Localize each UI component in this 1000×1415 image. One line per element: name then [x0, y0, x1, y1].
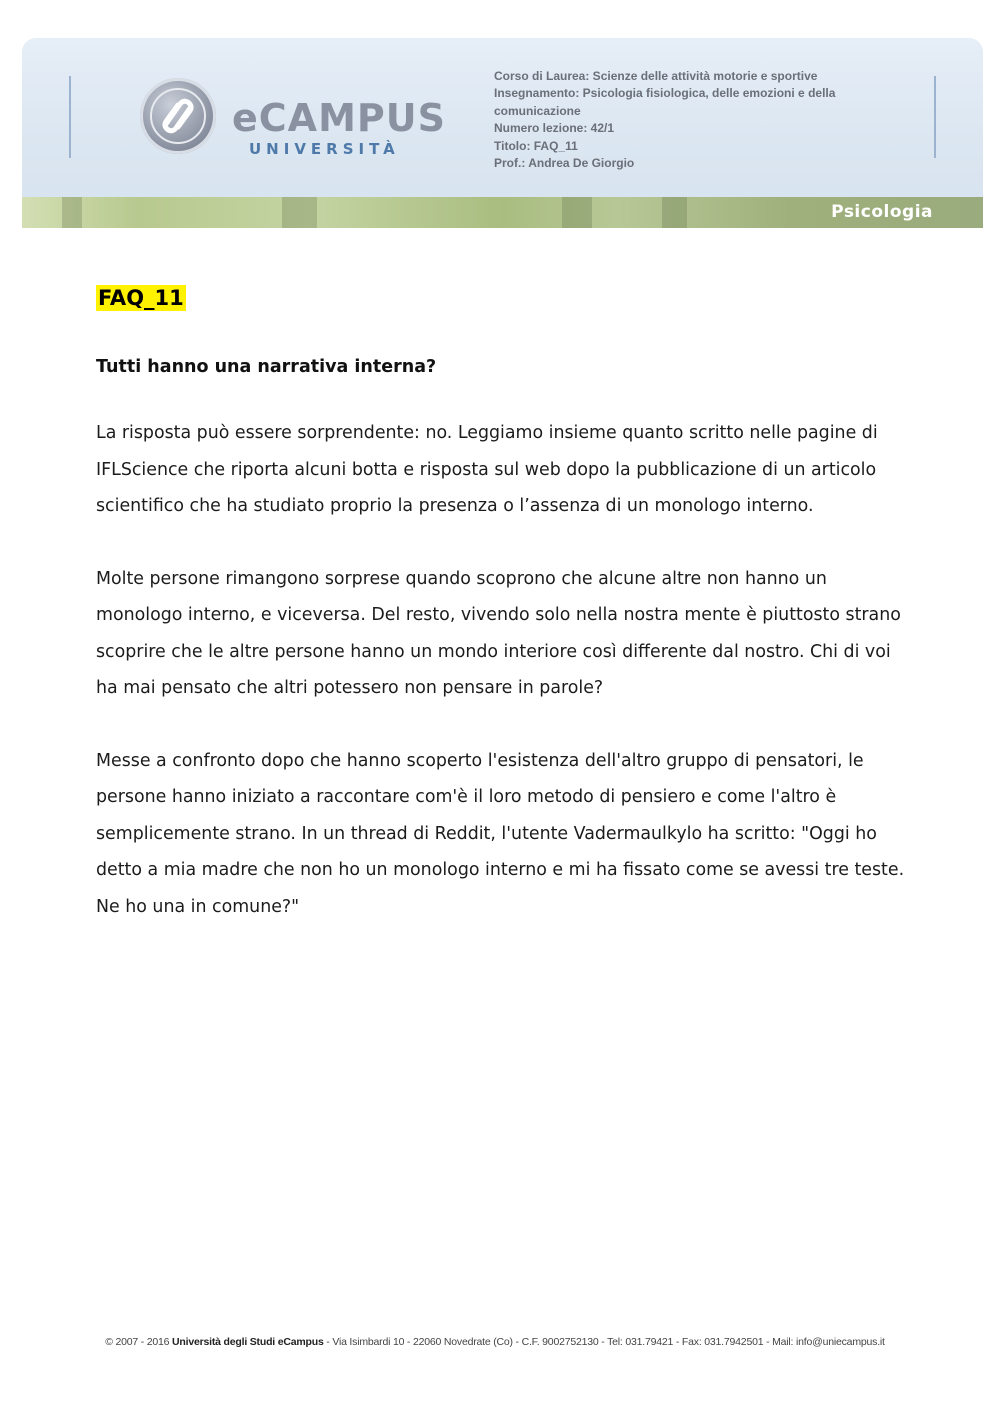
header-divider-right	[934, 76, 936, 158]
course-info	[494, 68, 894, 172]
footer-university: Università degli Studi eCampus	[172, 1336, 324, 1348]
course-line: Corso di Laurea: Scienze delle attività motorie e sportive	[494, 69, 818, 83]
university-seal-icon	[140, 78, 216, 154]
band-stripe	[282, 197, 317, 228]
page-footer	[0, 1336, 990, 1348]
footer-copyright: © 2007 - 2016	[105, 1336, 173, 1348]
brand-subtitle: UNIVERSITÀ	[249, 140, 400, 158]
brand-name: eCAMPUS	[232, 96, 446, 140]
footer-details: - Via Isimbardi 10 - 22060 Novedrate (Co) - C.F. 9002752130 - Tel: 031.79421 - Fax: 031.7942501 - Mail: info@uniecampus.it	[323, 1336, 885, 1348]
paragraph: Molte persone rimangono sorprese quando scoprono che alcune altre non hanno un monologo interno, e viceversa. Del resto, vivendo solo nella nostra mente è piuttosto strano scoprire che le altre persone hanno un mondo interiore così differente dal nostro. Chi di voi ha mai pensato che altri potessero non pensare in parole?	[96, 568, 901, 698]
course-line: Titolo: FAQ_11	[494, 138, 578, 153]
band-stripe	[562, 197, 592, 228]
band-stripe	[662, 197, 687, 228]
subject-band	[22, 197, 983, 228]
document-body	[96, 285, 906, 942]
subject-label: Psicologia	[831, 202, 933, 222]
course-line: Prof.: Andrea De Giorgio	[494, 156, 635, 171]
course-line: Insegnamento: Psicologia fisiologica, delle emozioni e della	[494, 86, 836, 101]
ecampus-logo	[140, 78, 446, 160]
paragraph: La risposta può essere sorprendente: no. Leggiamo insieme quanto scritto nelle pagine di IFLScience che riporta alcuni botta e risposta sul web dopo la pubblicazione di un articolo scientifico che ha studiato proprio la presenza o l’assenza di un monologo interno.	[96, 423, 878, 516]
question-heading: Tutti hanno una narrativa interna?	[96, 357, 437, 377]
course-line: comunicazione	[494, 103, 581, 118]
band-stripe	[62, 197, 82, 228]
page-header	[22, 38, 983, 228]
header-divider-left	[69, 76, 71, 158]
paragraph: Messe a confronto dopo che hanno scoperto l'esistenza dell'altro gruppo di pensatori, le persone hanno iniziato a raccontare com'è il loro metodo di pensiero e come l'altro è semplicemente strano. In un thread di Reddit, l'utente Vadermaulkylo ha scritto: "Oggi ho detto a mia madre che non ho un monologo interno e mi ha fissato come se avessi tre teste. Ne ho una in comune?"	[96, 750, 905, 917]
faq-title: FAQ_11	[98, 286, 184, 310]
course-line: Numero lezione: 42/1	[494, 121, 615, 136]
